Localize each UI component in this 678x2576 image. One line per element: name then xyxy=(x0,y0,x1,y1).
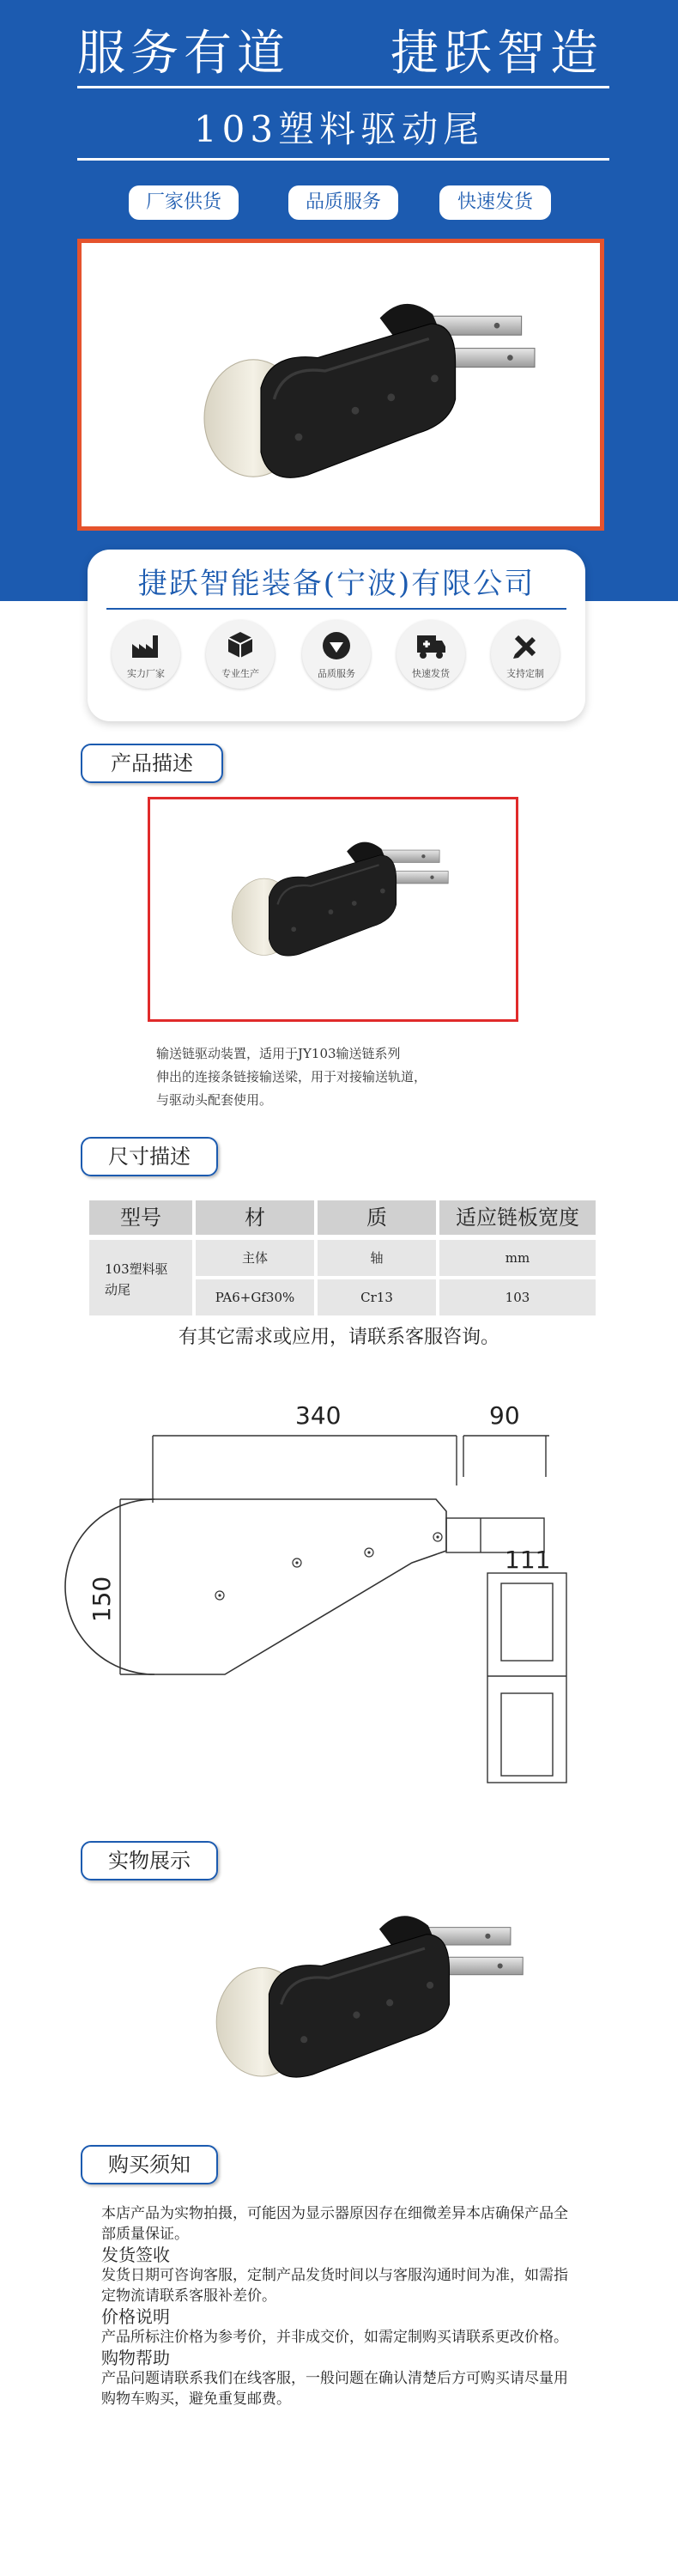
notice-text-help: 产品问题请联系我们在线客服，一般问题在确认清楚后方可购买请尽量用购物车购买，避免重复邮费。 xyxy=(101,2370,568,2408)
badge-fast-delivery xyxy=(397,620,465,689)
drive-tail-image xyxy=(82,243,600,526)
description-line: 输送链驱动装置，适用于JY103输送链系列 xyxy=(156,1046,401,1061)
contact-note: 有其它需求或应用，请联系客服咨询。 xyxy=(178,1327,499,1348)
dimension-tab-label: 90 xyxy=(489,1401,520,1430)
description-line: 伸出的连接条链接输送梁，用于对接输送轨道， xyxy=(156,1069,427,1084)
notice-title-price: 价格说明 xyxy=(101,2306,170,2327)
product-title: 103塑料驱动尾 xyxy=(193,108,485,150)
notice-intro: 本店产品为实物拍摄，可能因为显示器原因存在细微差异本店确保产品全部质量保证。 xyxy=(101,2205,568,2243)
spec-header-model: 型号 xyxy=(89,1200,192,1235)
slogan-right: 捷跃智造 xyxy=(390,26,603,82)
drive-tail-image xyxy=(150,799,516,1019)
purchase-notice xyxy=(101,2203,582,2409)
pencil-ruler-icon xyxy=(508,629,542,663)
badge-label: 实力厂家 xyxy=(127,668,165,679)
section-heading-purchase: 购买须知 xyxy=(81,2145,218,2184)
pill-factory-supply: 厂家供货 xyxy=(129,185,239,220)
badge-customization xyxy=(491,620,560,689)
diamond-icon xyxy=(319,629,354,663)
company-card xyxy=(88,550,585,721)
notice-text-delivery: 发货日期可咨询客服，定制产品发货时间以与客服沟通时间为准，如需指定物流请联系客服补差价。 xyxy=(101,2267,568,2305)
title-divider xyxy=(77,158,609,161)
spec-cell-shaft: 轴 xyxy=(318,1240,436,1276)
spec-cell-body-material: PA6+Gf30% xyxy=(196,1279,314,1315)
boxes-icon xyxy=(223,629,257,663)
spec-cell-shaft-material: Cr13 xyxy=(318,1279,436,1315)
spec-header-chain-width: 适应链板宽度 xyxy=(439,1200,596,1235)
section-heading-dimensions: 尺寸描述 xyxy=(81,1137,218,1176)
badge-quality-service xyxy=(302,620,371,689)
spec-header-material-1: 材 xyxy=(196,1200,314,1235)
spec-cell-unit: mm xyxy=(439,1240,596,1276)
drive-tail-image xyxy=(189,1898,549,2104)
pill-fast-delivery: 快速发货 xyxy=(439,185,551,220)
notice-title-help: 购物帮助 xyxy=(101,2348,170,2368)
spec-model-cell: 103塑料驱动尾 xyxy=(89,1240,192,1315)
truck-icon xyxy=(414,629,448,663)
badge-strength-factory xyxy=(112,620,180,689)
dimension-height-label: 150 xyxy=(88,1576,117,1623)
dimension-side-label: 111 xyxy=(505,1546,551,1574)
company-name: 捷跃智能装备(宁波)有限公司 xyxy=(137,567,536,601)
description-product-image xyxy=(148,797,518,1022)
description-line: 与驱动头配套使用。 xyxy=(156,1092,273,1108)
spec-header-material-2: 质 xyxy=(318,1200,436,1235)
company-divider xyxy=(106,608,566,610)
badge-label: 专业生产 xyxy=(221,668,259,679)
section-heading-product-description: 产品描述 xyxy=(81,744,223,783)
notice-title-delivery: 发货签收 xyxy=(101,2245,170,2265)
hero-banner xyxy=(0,0,678,601)
spec-cell-width-value: 103 xyxy=(439,1279,596,1315)
badge-label: 快速发货 xyxy=(412,668,450,679)
badge-professional-production xyxy=(206,620,275,689)
spec-cell-body: 主体 xyxy=(196,1240,314,1276)
product-description-text xyxy=(156,1042,585,1112)
slogan-divider xyxy=(77,86,609,88)
hero-product-image xyxy=(77,239,604,531)
section-heading-showcase: 实物展示 xyxy=(81,1841,218,1880)
dimension-width-label: 340 xyxy=(295,1401,342,1430)
pill-quality-service: 品质服务 xyxy=(288,185,398,220)
showcase-product-image xyxy=(189,1898,549,2104)
technical-drawing xyxy=(0,1391,678,1820)
slogan-left: 服务有道 xyxy=(77,26,290,82)
notice-text-price: 产品所标注价格为参考价，并非成交价，如需定制购买请联系更改价格。 xyxy=(101,2329,568,2346)
factory-icon xyxy=(129,629,163,663)
badge-label: 品质服务 xyxy=(318,668,355,679)
badge-label: 支持定制 xyxy=(506,668,544,679)
